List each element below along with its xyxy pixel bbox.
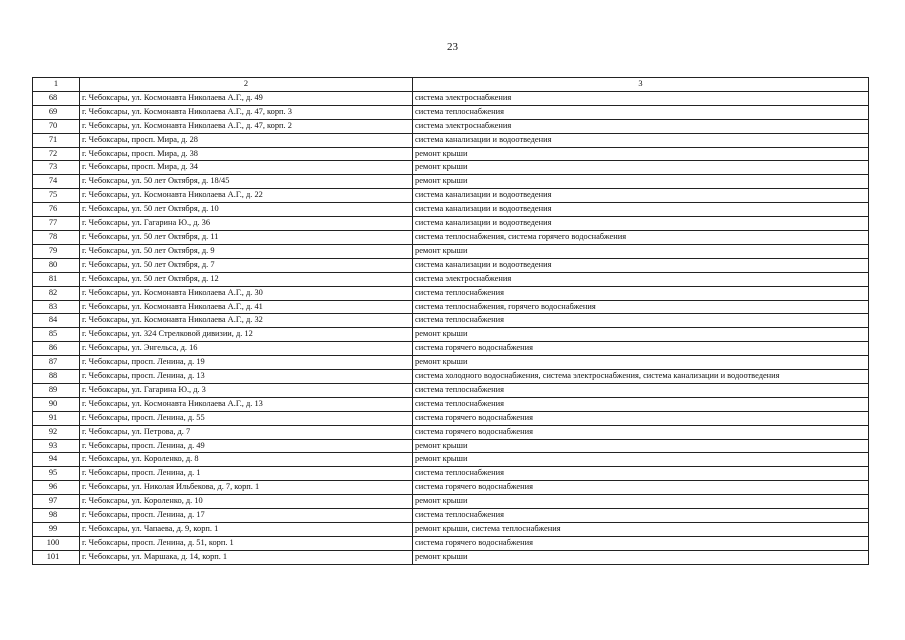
row-work: система теплоснабжения <box>413 397 869 411</box>
row-number: 78 <box>33 230 80 244</box>
header-col-2: 2 <box>80 78 413 92</box>
table-row <box>33 314 869 328</box>
row-number: 79 <box>33 244 80 258</box>
header-col-1: 1 <box>33 78 80 92</box>
row-address: г. Чебоксары, просп. Мира, д. 38 <box>80 147 413 161</box>
row-number: 68 <box>33 91 80 105</box>
table-row <box>33 481 869 495</box>
row-address: г. Чебоксары, ул. 50 лет Октября, д. 7 <box>80 258 413 272</box>
row-address: г. Чебоксары, ул. Космонавта Николаева А.Г., д. 47, корп. 2 <box>80 119 413 133</box>
row-work: система электроснабжения <box>413 119 869 133</box>
table-row <box>33 175 869 189</box>
row-work: ремонт крыши <box>413 439 869 453</box>
table-row <box>33 328 869 342</box>
row-address: г. Чебоксары, ул. 50 лет Октября, д. 10 <box>80 203 413 217</box>
row-address: г. Чебоксары, просп. Мира, д. 34 <box>80 161 413 175</box>
table-row <box>33 536 869 550</box>
table-row <box>33 439 869 453</box>
row-address: г. Чебоксары, ул. Космонавта Николаева А.Г., д. 41 <box>80 300 413 314</box>
row-number: 101 <box>33 550 80 564</box>
row-address: г. Чебоксары, ул. Короленко, д. 8 <box>80 453 413 467</box>
table-row <box>33 217 869 231</box>
row-address: г. Чебоксары, ул. Космонавта Николаева А.Г., д. 32 <box>80 314 413 328</box>
row-number: 71 <box>33 133 80 147</box>
row-address: г. Чебоксары, просп. Ленина, д. 49 <box>80 439 413 453</box>
row-number: 88 <box>33 370 80 384</box>
row-work: система канализации и водоотведения <box>413 258 869 272</box>
row-address: г. Чебоксары, ул. 324 Стрелковой дивизии, д. 12 <box>80 328 413 342</box>
row-number: 93 <box>33 439 80 453</box>
row-address: г. Чебоксары, просп. Мира, д. 28 <box>80 133 413 147</box>
table-header-row <box>33 78 869 92</box>
row-address: г. Чебоксары, ул. 50 лет Октября, д. 12 <box>80 272 413 286</box>
row-number: 73 <box>33 161 80 175</box>
row-work: система теплоснабжения <box>413 105 869 119</box>
row-address: г. Чебоксары, ул. 50 лет Октября, д. 11 <box>80 230 413 244</box>
row-work: система теплоснабжения <box>413 314 869 328</box>
table-row <box>33 425 869 439</box>
row-address: г. Чебоксары, ул. Чапаева, д. 9, корп. 1 <box>80 523 413 537</box>
row-work: система теплоснабжения <box>413 383 869 397</box>
table-row <box>33 161 869 175</box>
row-work: система теплоснабжения <box>413 286 869 300</box>
row-work: ремонт крыши <box>413 495 869 509</box>
table-row <box>33 272 869 286</box>
table-row <box>33 342 869 356</box>
row-number: 83 <box>33 300 80 314</box>
row-address: г. Чебоксары, ул. Космонавта Николаева А.Г., д. 22 <box>80 189 413 203</box>
row-work: ремонт крыши <box>413 175 869 189</box>
table-row <box>33 91 869 105</box>
row-address: г. Чебоксары, просп. Ленина, д. 1 <box>80 467 413 481</box>
table-row <box>33 453 869 467</box>
row-address: г. Чебоксары, ул. 50 лет Октября, д. 18/45 <box>80 175 413 189</box>
row-address: г. Чебоксары, ул. Гагарина Ю., д. 36 <box>80 217 413 231</box>
row-address: г. Чебоксары, ул. Космонавта Николаева А.Г., д. 30 <box>80 286 413 300</box>
row-number: 72 <box>33 147 80 161</box>
row-work: система теплоснабжения, горячего водоснабжения <box>413 300 869 314</box>
row-number: 97 <box>33 495 80 509</box>
row-work: система горячего водоснабжения <box>413 481 869 495</box>
row-address: г. Чебоксары, ул. Николая Ильбекова, д. 7, корп. 1 <box>80 481 413 495</box>
table-row <box>33 147 869 161</box>
row-work: ремонт крыши <box>413 244 869 258</box>
row-work: ремонт крыши, система теплоснабжения <box>413 523 869 537</box>
row-address: г. Чебоксары, просп. Ленина, д. 13 <box>80 370 413 384</box>
row-number: 98 <box>33 509 80 523</box>
row-number: 89 <box>33 383 80 397</box>
table-row <box>33 550 869 564</box>
row-address: г. Чебоксары, ул. Космонавта Николаева А.Г., д. 49 <box>80 91 413 105</box>
address-table <box>32 77 869 565</box>
row-work: система теплоснабжения <box>413 509 869 523</box>
row-number: 69 <box>33 105 80 119</box>
row-number: 90 <box>33 397 80 411</box>
row-number: 85 <box>33 328 80 342</box>
table-row <box>33 133 869 147</box>
row-address: г. Чебоксары, ул. Космонавта Николаева А.Г., д. 13 <box>80 397 413 411</box>
page-number: 23 <box>447 41 458 53</box>
row-work: ремонт крыши <box>413 147 869 161</box>
row-address: г. Чебоксары, просп. Ленина, д. 19 <box>80 356 413 370</box>
row-address: г. Чебоксары, ул. 50 лет Октября, д. 9 <box>80 244 413 258</box>
table-row <box>33 105 869 119</box>
row-number: 75 <box>33 189 80 203</box>
row-work: ремонт крыши <box>413 453 869 467</box>
table-row <box>33 370 869 384</box>
table-row <box>33 509 869 523</box>
table-row <box>33 397 869 411</box>
row-address: г. Чебоксары, ул. Петрова, д. 7 <box>80 425 413 439</box>
table-row <box>33 258 869 272</box>
row-address: г. Чебоксары, ул. Космонавта Николаева А.Г., д. 47, корп. 3 <box>80 105 413 119</box>
row-number: 92 <box>33 425 80 439</box>
table-row <box>33 230 869 244</box>
row-work: система электроснабжения <box>413 272 869 286</box>
row-number: 91 <box>33 411 80 425</box>
row-work: система канализации и водоотведения <box>413 189 869 203</box>
table-row <box>33 411 869 425</box>
row-number: 80 <box>33 258 80 272</box>
row-number: 77 <box>33 217 80 231</box>
table-row <box>33 495 869 509</box>
row-number: 74 <box>33 175 80 189</box>
table-body <box>33 91 869 564</box>
row-work: система теплоснабжения <box>413 467 869 481</box>
row-number: 95 <box>33 467 80 481</box>
row-work: система горячего водоснабжения <box>413 536 869 550</box>
table-row <box>33 300 869 314</box>
row-address: г. Чебоксары, ул. Короленко, д. 10 <box>80 495 413 509</box>
row-address: г. Чебоксары, ул. Гагарина Ю., д. 3 <box>80 383 413 397</box>
row-work: ремонт крыши <box>413 161 869 175</box>
row-work: система холодного водоснабжения, система электроснабжения, система канализации и водоотведения <box>413 370 869 384</box>
row-work: система канализации и водоотведения <box>413 217 869 231</box>
row-work: система теплоснабжения, система горячего водоснабжения <box>413 230 869 244</box>
row-number: 81 <box>33 272 80 286</box>
table-row <box>33 383 869 397</box>
row-number: 99 <box>33 523 80 537</box>
row-number: 87 <box>33 356 80 370</box>
table-row <box>33 203 869 217</box>
row-work: система горячего водоснабжения <box>413 411 869 425</box>
table-row <box>33 467 869 481</box>
table-row <box>33 189 869 203</box>
row-address: г. Чебоксары, просп. Ленина, д. 17 <box>80 509 413 523</box>
row-address: г. Чебоксары, ул. Маршака, д. 14, корп. 1 <box>80 550 413 564</box>
row-number: 76 <box>33 203 80 217</box>
row-number: 86 <box>33 342 80 356</box>
row-number: 96 <box>33 481 80 495</box>
row-work: ремонт крыши <box>413 328 869 342</box>
row-work: ремонт крыши <box>413 550 869 564</box>
table-row <box>33 356 869 370</box>
header-col-3: 3 <box>413 78 869 92</box>
table-row <box>33 523 869 537</box>
table-row <box>33 119 869 133</box>
row-address: г. Чебоксары, просп. Ленина, д. 55 <box>80 411 413 425</box>
row-work: система электроснабжения <box>413 91 869 105</box>
row-number: 82 <box>33 286 80 300</box>
row-work: система горячего водоснабжения <box>413 425 869 439</box>
table-row <box>33 244 869 258</box>
row-address: г. Чебоксары, ул. Энгельса, д. 16 <box>80 342 413 356</box>
row-work: система канализации и водоотведения <box>413 133 869 147</box>
table-row <box>33 286 869 300</box>
row-number: 70 <box>33 119 80 133</box>
row-work: система канализации и водоотведения <box>413 203 869 217</box>
row-number: 100 <box>33 536 80 550</box>
row-address: г. Чебоксары, просп. Ленина, д. 51, корп. 1 <box>80 536 413 550</box>
row-number: 84 <box>33 314 80 328</box>
row-work: система горячего водоснабжения <box>413 342 869 356</box>
row-work: ремонт крыши <box>413 356 869 370</box>
row-number: 94 <box>33 453 80 467</box>
